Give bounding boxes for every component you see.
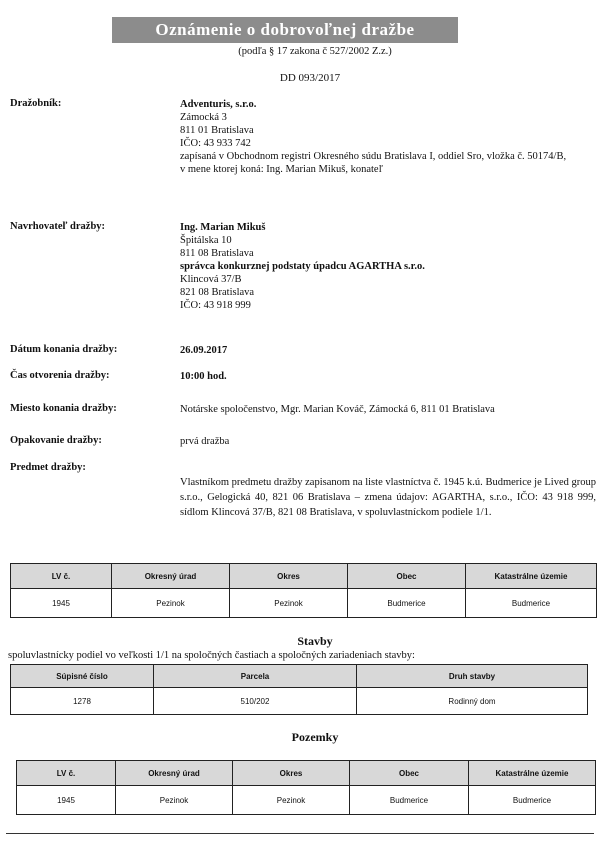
col-lv: LV č. [17, 761, 116, 786]
navrhovatel-name: Ing. Marian Mikuš [180, 222, 266, 233]
col-katastralne-uzemie: Katastrálne územie [469, 761, 596, 786]
table-row [11, 589, 597, 618]
date-value: 26.09.2017 [180, 345, 228, 356]
col-okres: Okres [233, 761, 350, 786]
place-value: Notárske spoločenstvo, Mgr. Marian Kováč, Zámocká 6, 811 01 Bratislava [180, 404, 495, 415]
navrhovatel-city: 811 08 Bratislava [180, 248, 254, 259]
cell-okres: Pezinok [233, 786, 350, 815]
bottom-divider [6, 833, 594, 834]
navrhovatel-city2: 821 08 Bratislava [180, 287, 255, 298]
subject-label: Predmet dražby: [10, 462, 86, 473]
col-okres: Okres [230, 564, 348, 589]
col-obec: Obec [350, 761, 469, 786]
cell-katastralne-uzemie: Budmerice [469, 786, 596, 815]
time-value: 10:00 hod. [180, 371, 227, 382]
place-label: Miesto konania dražby: [10, 403, 117, 414]
navrhovatel-ico: IČO: 43 918 999 [180, 300, 251, 311]
cell-okres: Pezinok [230, 589, 348, 618]
pozemky-table [16, 760, 596, 815]
col-druh-stavby: Druh stavby [357, 665, 588, 688]
drazobnik-registry: zapísaná v Obchodnom registri Okresného súdu Bratislava I, oddiel Sro, vložka č. 50174/B, [180, 151, 567, 162]
cell-obec: Budmerice [348, 589, 466, 618]
navrhovatel-label: Navrhovateľ dražby: [10, 221, 106, 232]
stavby-table [10, 664, 588, 715]
cell-katastralne-uzemie: Budmerice [466, 589, 597, 618]
stavby-title: Stavby [297, 634, 333, 648]
drazobnik-label: Dražobník: [10, 98, 62, 109]
cell-lv: 1945 [11, 589, 112, 618]
col-supisne-cislo: Súpisné číslo [11, 665, 154, 688]
table-header-row [17, 761, 596, 786]
date-label: Dátum konania dražby: [10, 344, 118, 355]
col-obec: Obec [348, 564, 466, 589]
document-title: Oznámenie o dobrovoľnej dražbe [112, 17, 458, 43]
drazobnik-acting: v mene ktorej koná: Ing. Marian Mikuš, konateľ [180, 164, 383, 175]
drazobnik-street: Zámocká 3 [180, 112, 227, 123]
drazobnik-block [180, 98, 596, 176]
cell-parcela: 510/202 [154, 688, 357, 715]
document-number: DD 093/2017 [279, 72, 341, 84]
col-lv: LV č. [11, 564, 112, 589]
table-row [11, 688, 588, 715]
repeat-label: Opakovanie dražby: [10, 435, 102, 446]
time-label: Čas otvorenia dražby: [10, 370, 110, 381]
drazobnik-city: 811 01 Bratislava [180, 125, 254, 136]
subject-value: Vlastníkom predmetu dražby zapisanom na liste vlastníctva č. 1945 k.ú. Budmerice je Lived group s.r.o., Gelogická 40, 821 06 Bratislava – zmena údajov: AGARTHA, s.r.o., IČO: 43 918 999, sídlom Klincová 37/B, 821 08 Bratislava, v spoluvlastníckom podiele 1/1. [180, 477, 596, 518]
cell-obec: Budmerice [350, 786, 469, 815]
repeat-value: prvá dražba [180, 436, 230, 447]
legal-reference: (podľa § 17 zakona č 527/2002 Z.z.) [238, 46, 392, 57]
cell-druh-stavby: Rodinný dom [357, 688, 588, 715]
drazobnik-name: Adventuris, s.r.o. [180, 99, 257, 110]
property-table [10, 563, 597, 618]
table-header-row [11, 665, 588, 688]
col-okresny-urad: Okresný úrad [116, 761, 233, 786]
navrhovatel-street: Špitálska 10 [180, 235, 232, 246]
drazobnik-ico: IČO: 43 933 742 [180, 138, 251, 149]
cell-supisne-cislo: 1278 [11, 688, 154, 715]
navrhovatel-block [180, 221, 596, 312]
col-okresny-urad: Okresný úrad [112, 564, 230, 589]
navrhovatel-role: správca konkurznej podstaty úpadcu AGARTHA s.r.o. [180, 261, 425, 272]
col-katastralne-uzemie: Katastrálne územie [466, 564, 597, 589]
table-row [17, 786, 596, 815]
navrhovatel-street2: Klincová 37/B [180, 274, 242, 285]
cell-lv: 1945 [17, 786, 116, 815]
col-parcela: Parcela [154, 665, 357, 688]
table-header-row [11, 564, 597, 589]
cell-okresny-urad: Pezinok [116, 786, 233, 815]
cell-okresny-urad: Pezinok [112, 589, 230, 618]
pozemky-title: Pozemky [291, 730, 339, 744]
stavby-note: spoluvlastnícky podiel vo veľkosti 1/1 na spoločných častiach a spoločných zariadeniach stavby: [8, 650, 415, 661]
